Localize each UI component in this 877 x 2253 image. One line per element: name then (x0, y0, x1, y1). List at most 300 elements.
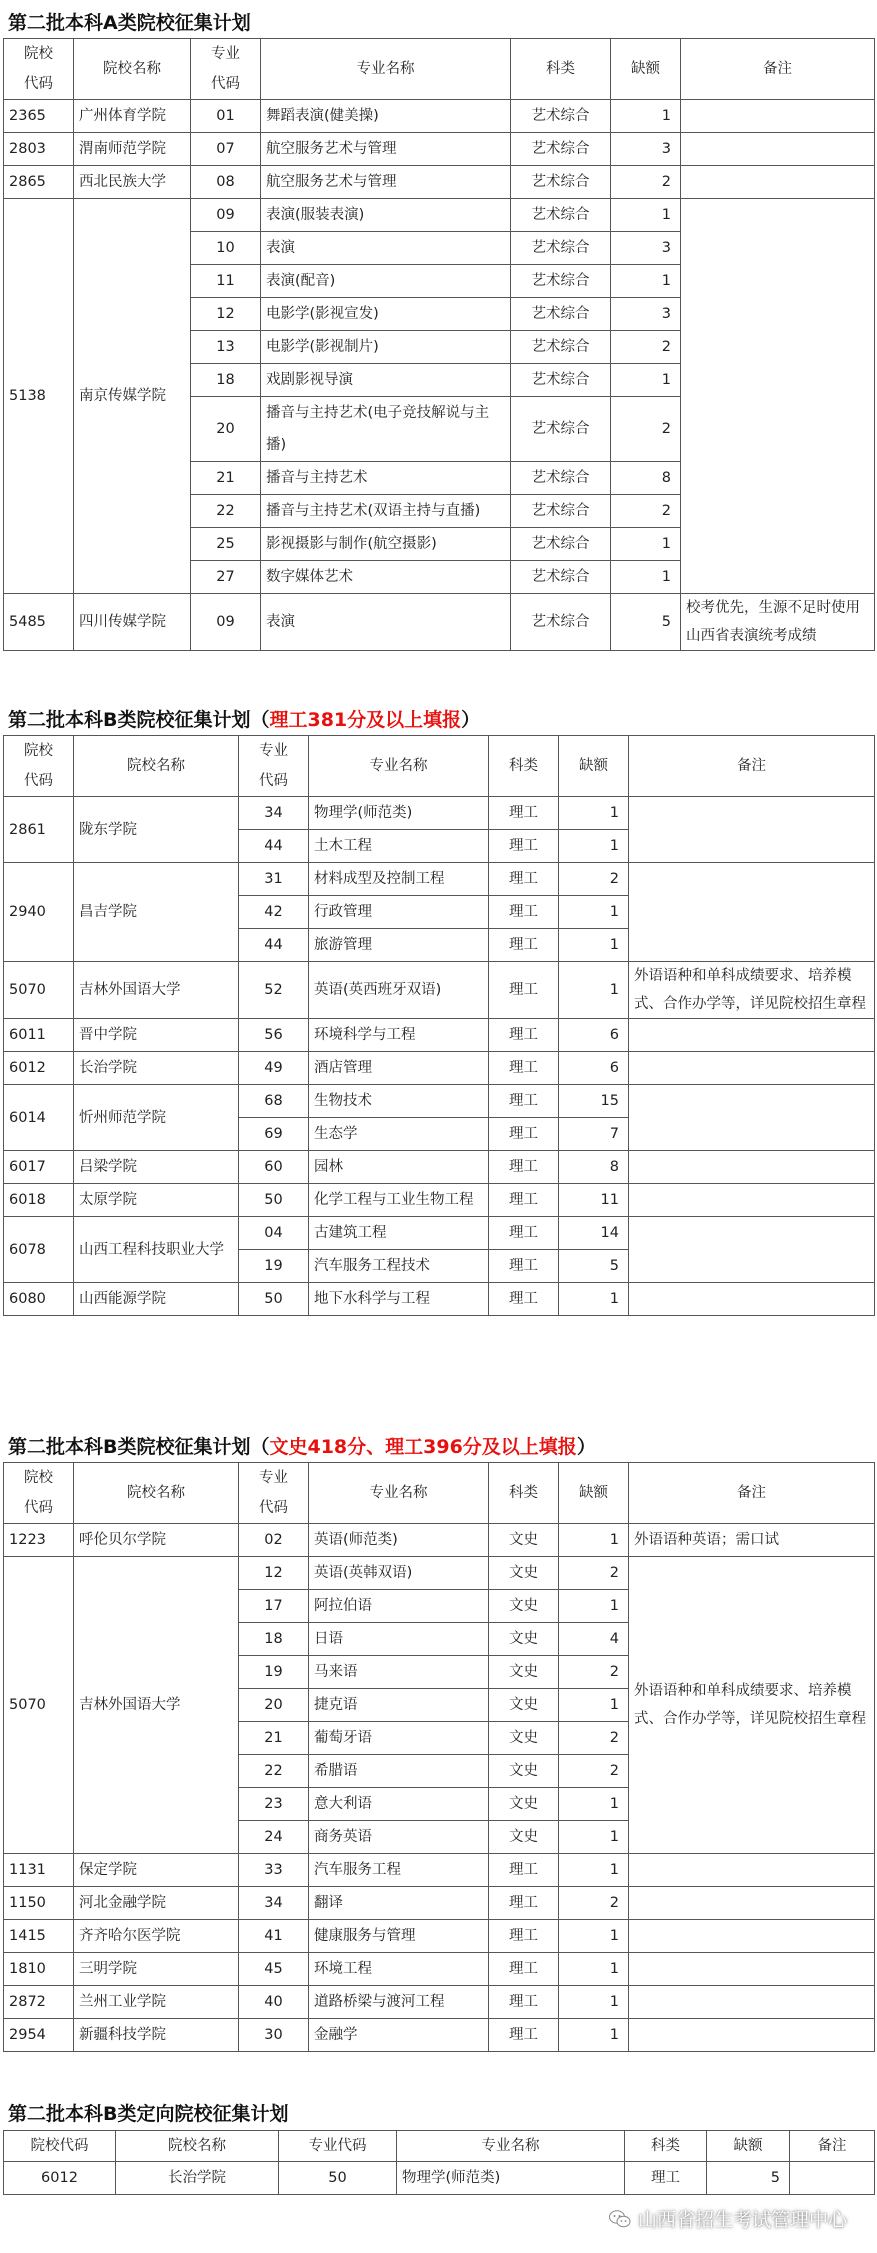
vacancy: 7 (559, 1118, 629, 1151)
major-name: 物理学(师范类) (309, 797, 489, 830)
major-name: 商务英语 (309, 1821, 489, 1854)
subject: 艺术综合 (511, 397, 611, 462)
section-a-title: 第二批本科A类院校征集计划 (8, 12, 251, 34)
vacancy: 1 (559, 1986, 629, 2019)
vacancy: 1 (559, 896, 629, 929)
header-school-name: 院校名称 (74, 39, 191, 100)
header-school-name: 院校名称 (116, 2131, 279, 2162)
table-row (4, 100, 875, 133)
header-major-code: 专业 代码 (191, 39, 261, 100)
major-name: 生态学 (309, 1118, 489, 1151)
school-code: 1131 (4, 1854, 74, 1887)
vacancy: 1 (559, 2019, 629, 2052)
major-name: 翻译 (309, 1887, 489, 1920)
subject: 理工 (489, 1118, 559, 1151)
subject: 文史 (489, 1524, 559, 1557)
school-code: 2803 (4, 133, 74, 166)
major-code: 18 (191, 364, 261, 397)
subject: 理工 (625, 2162, 707, 2195)
major-name: 阿拉伯语 (309, 1590, 489, 1623)
major-name: 酒店管理 (309, 1052, 489, 1085)
vacancy: 8 (559, 1151, 629, 1184)
school-name: 广州体育学院 (74, 100, 191, 133)
vacancy: 2 (559, 1557, 629, 1590)
major-name: 希腊语 (309, 1755, 489, 1788)
section-b2-table (3, 1462, 875, 2052)
major-code: 34 (239, 1887, 309, 1920)
remark (790, 2162, 875, 2195)
school-code: 6014 (4, 1085, 74, 1151)
vacancy: 8 (611, 462, 681, 495)
school-name: 西北民族大学 (74, 166, 191, 199)
school-code: 6012 (4, 2162, 116, 2195)
major-code: 21 (191, 462, 261, 495)
school-code: 1150 (4, 1887, 74, 1920)
major-code: 50 (239, 1184, 309, 1217)
major-name: 表演 (261, 232, 511, 265)
header-major-code: 专业 代码 (239, 736, 309, 797)
school-name: 四川传媒学院 (74, 594, 191, 651)
major-name: 道路桥梁与渡河工程 (309, 1986, 489, 2019)
subject: 艺术综合 (511, 166, 611, 199)
remark (629, 1920, 875, 1953)
vacancy: 3 (611, 298, 681, 331)
subject: 理工 (489, 1283, 559, 1316)
header-major-name: 专业名称 (397, 2131, 625, 2162)
remark (629, 1217, 875, 1283)
subject: 艺术综合 (511, 265, 611, 298)
vacancy: 1 (611, 364, 681, 397)
subject: 理工 (489, 1217, 559, 1250)
vacancy: 2 (559, 1722, 629, 1755)
vacancy: 1 (559, 929, 629, 962)
subject: 文史 (489, 1590, 559, 1623)
school-name: 河北金融学院 (74, 1887, 239, 1920)
remark: 外语语种和单科成绩要求、培养模式、合作办学等，详见院校招生章程 (629, 962, 875, 1019)
school-name: 南京传媒学院 (74, 199, 191, 594)
section-b2-title-text: 第二批本科B类院校征集计划（ (8, 1436, 270, 1458)
vacancy: 2 (611, 495, 681, 528)
major-code: 20 (191, 397, 261, 462)
major-code: 49 (239, 1052, 309, 1085)
subject: 艺术综合 (511, 331, 611, 364)
wechat-icon (608, 2207, 632, 2231)
vacancy: 5 (559, 1250, 629, 1283)
vacancy: 1 (559, 1953, 629, 1986)
school-code: 2365 (4, 100, 74, 133)
vacancy: 3 (611, 133, 681, 166)
major-name: 影视摄影与制作(航空摄影) (261, 528, 511, 561)
remark (629, 1854, 875, 1887)
remark (629, 2019, 875, 2052)
school-name: 呼伦贝尔学院 (74, 1524, 239, 1557)
school-name: 新疆科技学院 (74, 2019, 239, 2052)
vacancy: 1 (559, 1689, 629, 1722)
section-c-table (3, 2130, 875, 2195)
major-code: 21 (239, 1722, 309, 1755)
major-name: 电影学(影视制片) (261, 331, 511, 364)
remark (629, 1184, 875, 1217)
major-name: 航空服务艺术与管理 (261, 133, 511, 166)
header-remark: 备注 (681, 39, 875, 100)
major-name: 行政管理 (309, 896, 489, 929)
major-name: 古建筑工程 (309, 1217, 489, 1250)
subject: 艺术综合 (511, 364, 611, 397)
section-b1-title-end: ） (461, 709, 481, 731)
major-name: 土木工程 (309, 830, 489, 863)
school-code: 1223 (4, 1524, 74, 1557)
major-code: 41 (239, 1920, 309, 1953)
vacancy: 1 (559, 830, 629, 863)
major-name: 日语 (309, 1623, 489, 1656)
section-b1-title-text: 第二批本科B类院校征集计划（ (8, 709, 270, 731)
school-code: 2954 (4, 2019, 74, 2052)
table-row (4, 1920, 875, 1953)
major-name: 捷克语 (309, 1689, 489, 1722)
table-row (4, 1887, 875, 1920)
table-row (4, 1953, 875, 1986)
header-major-name: 专业名称 (309, 1463, 489, 1524)
major-code: 20 (239, 1689, 309, 1722)
remark: 外语语种英语；需口试 (629, 1524, 875, 1557)
vacancy: 1 (611, 561, 681, 594)
subject: 理工 (489, 1953, 559, 1986)
remark (681, 100, 875, 133)
major-code: 01 (191, 100, 261, 133)
school-name: 吉林外国语大学 (74, 1557, 239, 1854)
header-school-code: 院校 代码 (4, 39, 74, 100)
major-code: 17 (239, 1590, 309, 1623)
major-name: 表演(配音) (261, 265, 511, 298)
header-school-name: 院校名称 (74, 1463, 239, 1524)
header-vacancy: 缺额 (611, 39, 681, 100)
vacancy: 1 (559, 1590, 629, 1623)
section-b1-title (8, 705, 480, 732)
remark (629, 797, 875, 863)
header-school-code: 院校 代码 (4, 736, 74, 797)
vacancy: 2 (559, 1656, 629, 1689)
school-code: 2940 (4, 863, 74, 962)
vacancy: 1 (611, 528, 681, 561)
school-name: 兰州工业学院 (74, 1986, 239, 2019)
subject: 艺术综合 (511, 594, 611, 651)
subject: 理工 (489, 863, 559, 896)
major-name: 表演 (261, 594, 511, 651)
school-name: 保定学院 (74, 1854, 239, 1887)
major-code: 18 (239, 1623, 309, 1656)
major-code: 23 (239, 1788, 309, 1821)
major-name: 生物技术 (309, 1085, 489, 1118)
major-name: 英语(英西班牙双语) (309, 962, 489, 1019)
vacancy: 1 (559, 1854, 629, 1887)
remark (629, 1052, 875, 1085)
school-code: 6011 (4, 1019, 74, 1052)
section-b2-title-highlight: 文史418分、理工396分及以上填报 (269, 1436, 577, 1458)
header-vacancy: 缺额 (707, 2131, 790, 2162)
school-name: 太原学院 (74, 1184, 239, 1217)
school-code: 2865 (4, 166, 74, 199)
major-code: 09 (191, 199, 261, 232)
major-code: 19 (239, 1250, 309, 1283)
major-code: 24 (239, 1821, 309, 1854)
school-code: 6018 (4, 1184, 74, 1217)
vacancy: 3 (611, 232, 681, 265)
header-subject: 科类 (489, 736, 559, 797)
major-code: 12 (239, 1557, 309, 1590)
major-code: 22 (191, 495, 261, 528)
school-name: 齐齐哈尔医学院 (74, 1920, 239, 1953)
vacancy: 2 (611, 166, 681, 199)
header-remark: 备注 (629, 736, 875, 797)
subject: 理工 (489, 797, 559, 830)
subject: 文史 (489, 1689, 559, 1722)
subject: 理工 (489, 962, 559, 1019)
remark (629, 1019, 875, 1052)
subject: 艺术综合 (511, 462, 611, 495)
subject: 文史 (489, 1623, 559, 1656)
major-name: 数字媒体艺术 (261, 561, 511, 594)
major-name: 园林 (309, 1151, 489, 1184)
subject: 艺术综合 (511, 133, 611, 166)
remark (629, 1953, 875, 1986)
major-code: 45 (239, 1953, 309, 1986)
vacancy: 14 (559, 1217, 629, 1250)
table-row (4, 594, 875, 651)
major-name: 播音与主持艺术 (261, 462, 511, 495)
major-code: 08 (191, 166, 261, 199)
header-major-name: 专业名称 (261, 39, 511, 100)
major-name: 化学工程与工业生物工程 (309, 1184, 489, 1217)
remark (629, 863, 875, 962)
vacancy: 1 (559, 962, 629, 1019)
subject: 文史 (489, 1557, 559, 1590)
major-code: 33 (239, 1854, 309, 1887)
school-code: 6017 (4, 1151, 74, 1184)
section-c-title: 第二批本科B类定向院校征集计划 (8, 2103, 289, 2125)
header-school-code: 院校代码 (4, 2131, 116, 2162)
table-row (4, 1019, 875, 1052)
major-code: 04 (239, 1217, 309, 1250)
major-name: 马来语 (309, 1656, 489, 1689)
school-code: 1415 (4, 1920, 74, 1953)
header-vacancy: 缺额 (559, 1463, 629, 1524)
table-row (4, 1184, 875, 1217)
vacancy: 15 (559, 1085, 629, 1118)
remark: 外语语种和单科成绩要求、培养模式、合作办学等，详见院校招生章程 (629, 1557, 875, 1854)
school-name: 渭南师范学院 (74, 133, 191, 166)
subject: 理工 (489, 929, 559, 962)
subject: 理工 (489, 1854, 559, 1887)
school-code: 6078 (4, 1217, 74, 1283)
major-name: 英语(英韩双语) (309, 1557, 489, 1590)
remark (629, 1887, 875, 1920)
table-row (4, 1283, 875, 1316)
table-row (4, 863, 875, 896)
header-row (4, 736, 875, 797)
major-code: 31 (239, 863, 309, 896)
major-name: 金融学 (309, 2019, 489, 2052)
major-code: 09 (191, 594, 261, 651)
table-row (4, 2162, 875, 2195)
school-name: 山西能源学院 (74, 1283, 239, 1316)
subject: 文史 (489, 1755, 559, 1788)
vacancy: 1 (611, 100, 681, 133)
vacancy: 5 (707, 2162, 790, 2195)
school-name: 忻州师范学院 (74, 1085, 239, 1151)
vacancy: 2 (559, 863, 629, 896)
major-code: 12 (191, 298, 261, 331)
table-row (4, 2019, 875, 2052)
school-code: 6080 (4, 1283, 74, 1316)
remark (629, 1085, 875, 1151)
subject: 艺术综合 (511, 232, 611, 265)
major-name: 健康服务与管理 (309, 1920, 489, 1953)
header-major-code: 专业代码 (279, 2131, 397, 2162)
vacancy: 5 (611, 594, 681, 651)
subject: 艺术综合 (511, 199, 611, 232)
major-name: 舞蹈表演(健美操) (261, 100, 511, 133)
subject: 文史 (489, 1788, 559, 1821)
table-row (4, 1151, 875, 1184)
subject: 理工 (489, 1887, 559, 1920)
vacancy: 1 (559, 797, 629, 830)
major-code: 19 (239, 1656, 309, 1689)
major-name: 汽车服务工程技术 (309, 1250, 489, 1283)
vacancy: 1 (559, 1821, 629, 1854)
table-row (4, 1217, 875, 1250)
header-school-code: 院校 代码 (4, 1463, 74, 1524)
header-subject: 科类 (489, 1463, 559, 1524)
major-code: 22 (239, 1755, 309, 1788)
school-name: 吕梁学院 (74, 1151, 239, 1184)
major-name: 地下水科学与工程 (309, 1283, 489, 1316)
school-code: 5070 (4, 1557, 74, 1854)
major-code: 68 (239, 1085, 309, 1118)
header-subject: 科类 (511, 39, 611, 100)
header-row (4, 39, 875, 100)
school-name: 长治学院 (116, 2162, 279, 2195)
section-c-header-row (4, 2131, 875, 2162)
header-major-name: 专业名称 (309, 736, 489, 797)
vacancy: 2 (559, 1887, 629, 1920)
major-code: 02 (239, 1524, 309, 1557)
major-code: 40 (239, 1986, 309, 2019)
subject: 文史 (489, 1722, 559, 1755)
major-code: 50 (239, 1283, 309, 1316)
vacancy: 2 (611, 397, 681, 462)
major-code: 27 (191, 561, 261, 594)
watermark (608, 2205, 847, 2232)
section-b1-table (3, 735, 875, 1316)
subject: 理工 (489, 1151, 559, 1184)
major-code: 11 (191, 265, 261, 298)
subject: 理工 (489, 1920, 559, 1953)
table-row (4, 1986, 875, 2019)
vacancy: 2 (559, 1755, 629, 1788)
vacancy: 6 (559, 1019, 629, 1052)
table-row (4, 797, 875, 830)
major-name: 葡萄牙语 (309, 1722, 489, 1755)
major-name: 英语(师范类) (309, 1524, 489, 1557)
vacancy: 4 (559, 1623, 629, 1656)
major-code: 69 (239, 1118, 309, 1151)
major-code: 50 (279, 2162, 397, 2195)
table-row (4, 1085, 875, 1118)
header-vacancy: 缺额 (559, 736, 629, 797)
major-code: 42 (239, 896, 309, 929)
table-row (4, 133, 875, 166)
section-b2-title (8, 1432, 596, 1459)
table-row (4, 166, 875, 199)
subject: 艺术综合 (511, 561, 611, 594)
major-name: 物理学(师范类) (397, 2162, 625, 2195)
vacancy: 2 (611, 331, 681, 364)
subject: 艺术综合 (511, 528, 611, 561)
major-name: 播音与主持艺术(双语主持与直播) (261, 495, 511, 528)
major-name: 航空服务艺术与管理 (261, 166, 511, 199)
major-code: 30 (239, 2019, 309, 2052)
remark (629, 1283, 875, 1316)
subject: 文史 (489, 1821, 559, 1854)
vacancy: 6 (559, 1052, 629, 1085)
major-name: 环境科学与工程 (309, 1019, 489, 1052)
major-name: 表演(服装表演) (261, 199, 511, 232)
school-name: 昌吉学院 (74, 863, 239, 962)
major-code: 60 (239, 1151, 309, 1184)
subject: 文史 (489, 1656, 559, 1689)
section-b2-title-end: ） (576, 1436, 596, 1458)
vacancy: 1 (559, 1788, 629, 1821)
major-name: 旅游管理 (309, 929, 489, 962)
vacancy: 1 (559, 1524, 629, 1557)
vacancy: 1 (559, 1920, 629, 1953)
watermark-text: 山西省招生考试管理中心 (637, 2209, 847, 2231)
subject: 理工 (489, 896, 559, 929)
school-code: 6012 (4, 1052, 74, 1085)
school-name: 陇东学院 (74, 797, 239, 863)
section-b1-title-highlight: 理工381分及以上填报 (269, 709, 462, 731)
major-code: 07 (191, 133, 261, 166)
major-code: 34 (239, 797, 309, 830)
major-code: 44 (239, 929, 309, 962)
major-code: 10 (191, 232, 261, 265)
header-row (4, 1463, 875, 1524)
major-name: 电影学(影视宣发) (261, 298, 511, 331)
section-a-table (3, 38, 875, 651)
school-code: 5485 (4, 594, 74, 651)
subject: 理工 (489, 2019, 559, 2052)
vacancy: 1 (559, 1283, 629, 1316)
major-name: 材料成型及控制工程 (309, 863, 489, 896)
subject: 理工 (489, 1019, 559, 1052)
major-name: 戏剧影视导演 (261, 364, 511, 397)
major-code: 56 (239, 1019, 309, 1052)
table-row (4, 962, 875, 1019)
subject: 理工 (489, 1052, 559, 1085)
remark (681, 133, 875, 166)
school-code: 2872 (4, 1986, 74, 2019)
school-name: 吉林外国语大学 (74, 962, 239, 1019)
table-row (4, 1557, 875, 1590)
vacancy: 1 (611, 199, 681, 232)
school-code: 2861 (4, 797, 74, 863)
subject: 艺术综合 (511, 495, 611, 528)
remark (629, 1986, 875, 2019)
header-school-name: 院校名称 (74, 736, 239, 797)
subject: 理工 (489, 830, 559, 863)
table-row (4, 1524, 875, 1557)
major-code: 25 (191, 528, 261, 561)
